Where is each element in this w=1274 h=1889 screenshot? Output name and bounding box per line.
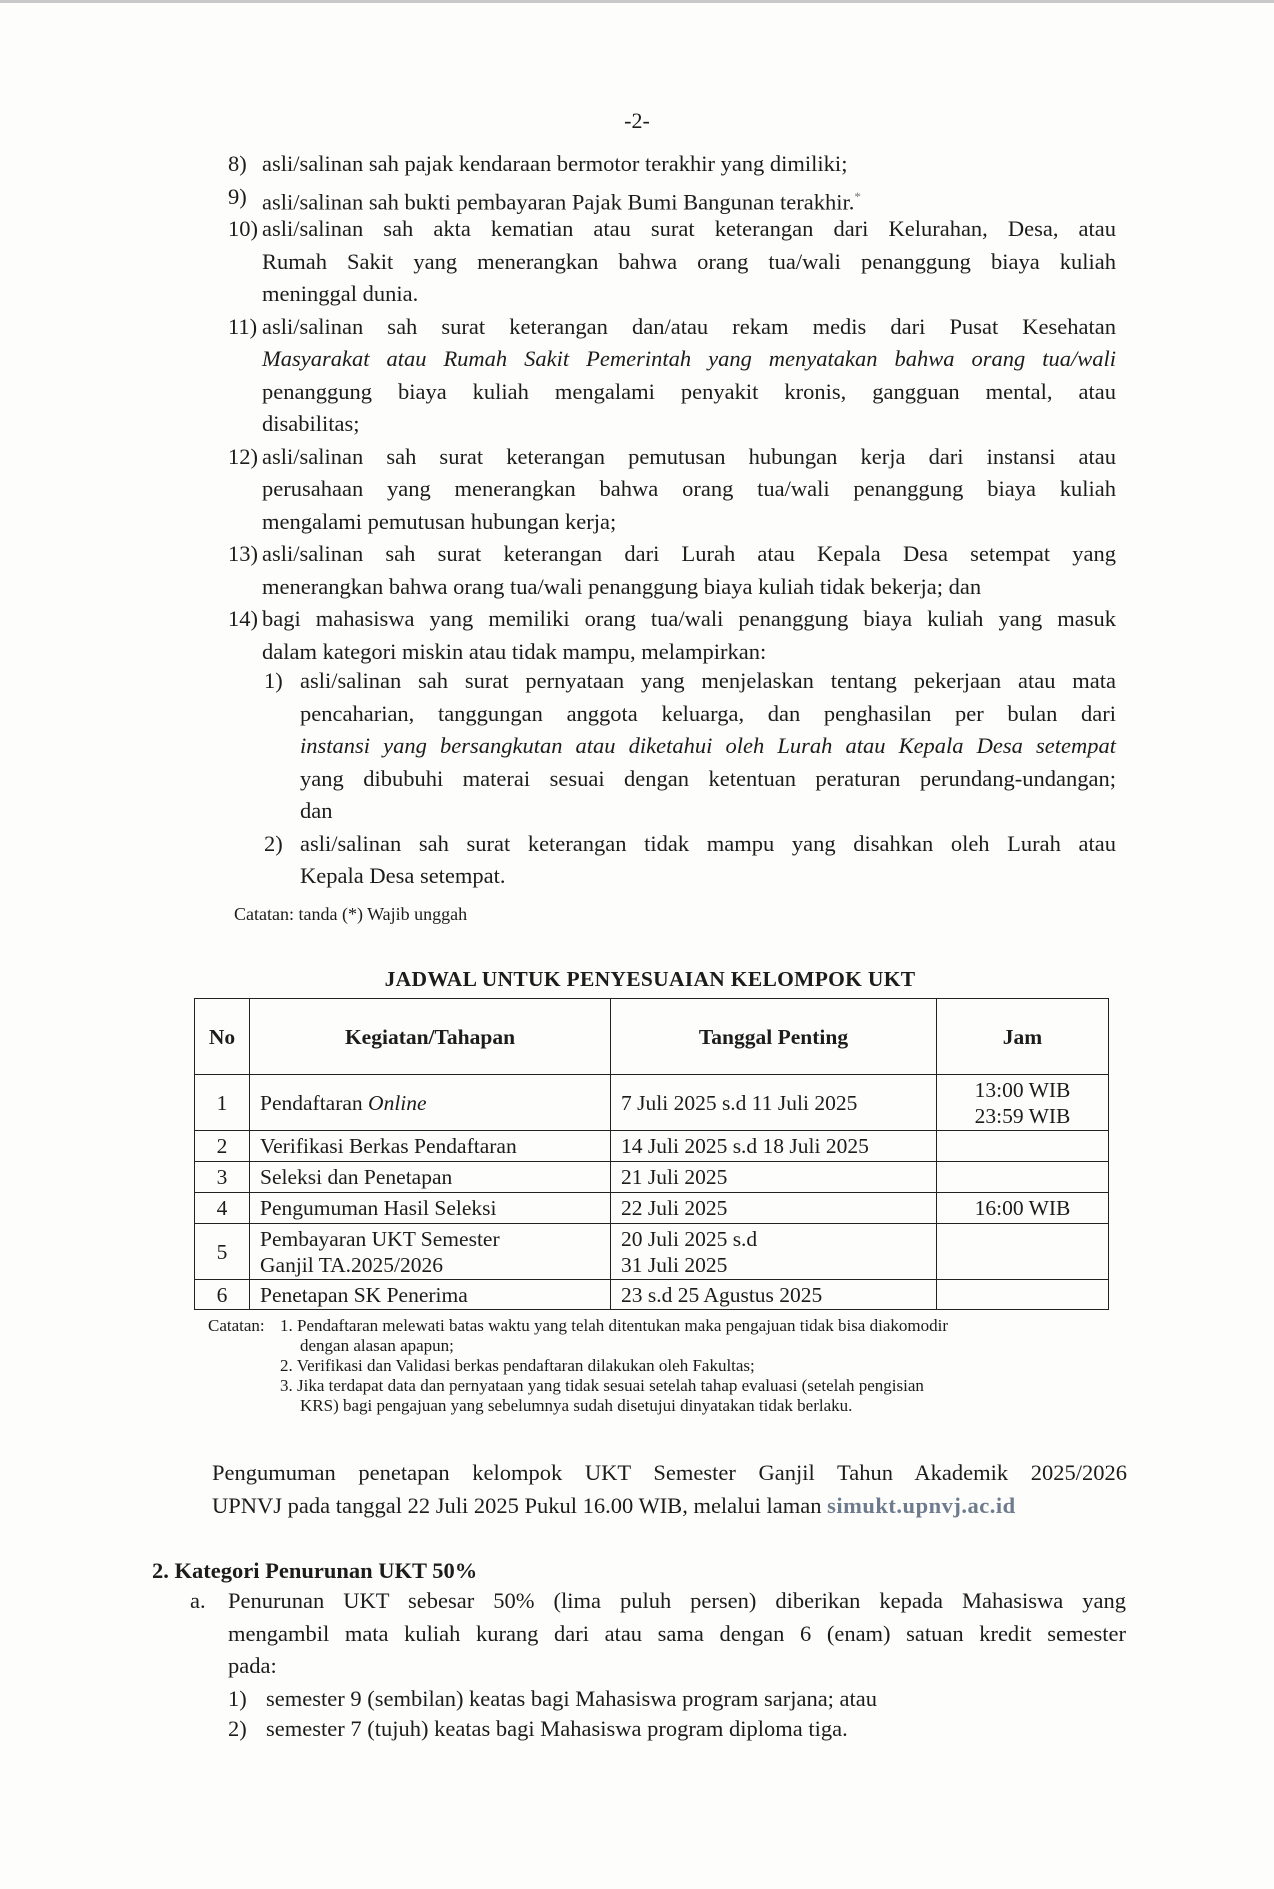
scan-edge	[0, 0, 1274, 3]
list-item	[190, 1713, 1126, 1743]
item-number: 8)	[228, 151, 247, 176]
item-line: yang dibubuhi materai sesuai dengan ketentuan peraturan perundang-undangan;	[300, 765, 1116, 791]
cell-activity: Seleksi dan Penetapan	[250, 1162, 611, 1193]
item-number: 2)	[264, 830, 283, 856]
sub-requirements-list	[264, 665, 1116, 893]
cell-no: 3	[195, 1162, 250, 1193]
item-line: Kepala Desa setempat.	[300, 863, 506, 888]
cell-date: 20 Juli 2025 s.d 31 Juli 2025	[611, 1224, 937, 1280]
cell-time: 13:00 WIB 23:59 WIB	[937, 1075, 1109, 1131]
announcement-line: UPNVJ pada tanggal 22 Juli 2025 Pukul 16.00 WIB, melalui laman simukt.upnvj.ac.id	[212, 1492, 1016, 1518]
item-line: pencaharian, tanggungan anggota keluarga, dan penghasilan per bulan dari	[300, 700, 1116, 726]
item-number: 11)	[228, 313, 258, 339]
item-line: Masyarakat atau Rumah Sakit Pemerintah yang menyatakan bahwa orang tua/wali	[262, 346, 1116, 371]
cell-activity-italic: Online	[368, 1090, 427, 1115]
item-text: asli/salinan sah pajak kendaraan bermotor terakhir yang dimiliki;	[262, 151, 848, 176]
item-number: 12)	[228, 443, 258, 469]
note-line: 1. Pendaftaran melewati batas waktu yang telah ditentukan maka pengajuan tidak bisa diakomodir	[280, 1316, 948, 1335]
cell-activity: Verifikasi Berkas Pendaftaran	[250, 1131, 611, 1162]
section-heading: 2. Kategori Penurunan UKT 50%	[152, 1558, 478, 1583]
item-line: Penurunan UKT sebesar 50% (lima puluh persen) diberikan kepada Mahasiswa yang	[228, 1588, 1126, 1613]
item-number: 13)	[228, 541, 258, 566]
cell-activity: Pengumuman Hasil Seleksi	[250, 1193, 611, 1224]
table-row	[195, 1131, 1109, 1162]
requirements-list	[228, 148, 1116, 668]
schedule-table	[194, 998, 1109, 1310]
cell-no: 2	[195, 1131, 250, 1162]
list-item	[190, 1683, 1126, 1713]
item-line: asli/salinan sah surat keterangan dari Lurah atau Kepala Desa setempat yang	[262, 541, 1116, 566]
cell-time	[937, 1224, 1109, 1280]
item-text: asli/salinan sah bukti pembayaran Pajak Bumi Bangunan terakhir.	[262, 189, 855, 214]
column-header-date: Tanggal Penting	[611, 999, 937, 1075]
cell-no: 4	[195, 1193, 250, 1224]
cell-activity: Penetapan SK Penerima	[250, 1280, 611, 1310]
cell-date: 7 Juli 2025 s.d 11 Juli 2025	[611, 1075, 937, 1131]
item-line: asli/salinan sah surat keterangan pemutusan hubungan kerja dari instansi atau	[262, 443, 1116, 469]
cell-time	[937, 1131, 1109, 1162]
item-line: mengambil mata kuliah kurang dari atau sama dengan 6 (enam) satuan kredit semester	[228, 1620, 1126, 1646]
item-line: asli/salinan sah surat pernyataan yang menjelaskan tentang pekerjaan atau mata	[300, 668, 1116, 693]
item-number: 2)	[228, 1715, 247, 1741]
item-line: bagi mahasiswa yang memiliki orang tua/wali penanggung biaya kuliah yang masuk	[262, 606, 1116, 631]
cell-time	[937, 1280, 1109, 1310]
item-number: 10)	[228, 216, 258, 241]
item-line: asli/salinan sah surat keterangan dan/atau rekam medis dari Pusat Kesehatan	[262, 313, 1116, 339]
table-row	[195, 1280, 1109, 1310]
item-line: asli/salinan sah surat keterangan tidak mampu yang disahkan oleh Lurah atau	[300, 830, 1116, 856]
item-text: semester 7 (tujuh) keatas bagi Mahasiswa program diploma tiga.	[266, 1715, 848, 1741]
item-line: mengalami pemutusan hubungan kerja;	[262, 508, 617, 534]
cell-activity: Pendaftaran Online	[250, 1075, 611, 1131]
item-number: 14)	[228, 606, 258, 631]
list-item	[228, 213, 1116, 311]
item-line: penanggung biaya kuliah mengalami penyakit kronis, gangguan mental, atau	[262, 378, 1116, 404]
cell-no: 6	[195, 1280, 250, 1310]
item-line: disabilitas;	[262, 411, 360, 436]
column-header-time: Jam	[937, 999, 1109, 1075]
cell-date: 23 s.d 25 Agustus 2025	[611, 1280, 937, 1310]
schedule-title: JADWAL UNTUK PENYESUAIAN KELOMPOK UKT	[384, 967, 916, 991]
cell-date: 14 Juli 2025 s.d 18 Juli 2025	[611, 1131, 937, 1162]
list-item	[264, 828, 1116, 893]
list-item	[228, 441, 1116, 539]
list-item	[228, 181, 1116, 214]
cell-time: 16:00 WIB	[937, 1193, 1109, 1224]
cell-date: 22 Juli 2025	[611, 1193, 937, 1224]
table-header-row	[195, 999, 1109, 1075]
column-header-no: No	[195, 999, 250, 1075]
item-number: 9)	[228, 183, 247, 209]
mandatory-mark: *	[854, 188, 861, 204]
announcement	[212, 1457, 1127, 1522]
item-label: a.	[190, 1588, 206, 1613]
item-line: perusahaan yang menerangkan bahwa orang tua/wali penanggung biaya kuliah	[262, 476, 1116, 501]
page-number: -2-	[624, 108, 650, 133]
note-line: dengan alasan apapun;	[300, 1336, 454, 1355]
list-item	[264, 665, 1116, 828]
website-link[interactable]: simukt.upnvj.ac.id	[827, 1492, 1016, 1518]
announcement-line: Pengumuman penetapan kelompok UKT Semester Ganjil Tahun Akademik 2025/2026	[212, 1460, 1127, 1485]
table-row	[195, 1162, 1109, 1193]
cell-time	[937, 1162, 1109, 1193]
item-line: dalam kategori miskin atau tidak mampu, melampirkan:	[262, 638, 767, 664]
cell-activity: Pembayaran UKT Semester Ganjil TA.2025/2026	[250, 1224, 611, 1280]
notes-label: Catatan:	[208, 1316, 265, 1335]
item-line: meninggal dunia.	[262, 281, 419, 306]
note-line: 3. Jika terdapat data dan pernyataan yang tidak sesuai setelah tahap evaluasi (setelah pengisian	[280, 1376, 924, 1395]
mandatory-note: Catatan: tanda (*) Wajib unggah	[234, 904, 468, 924]
list-item	[228, 311, 1116, 441]
item-line: Rumah Sakit yang menerangkan bahwa orang tua/wali penanggung biaya kuliah	[262, 248, 1116, 274]
table-row	[195, 1224, 1109, 1280]
cell-no: 5	[195, 1224, 250, 1280]
item-number: 1)	[264, 668, 283, 693]
cell-no: 1	[195, 1075, 250, 1131]
table-row	[195, 1193, 1109, 1224]
item-line: instansi yang bersangkutan atau diketahui oleh Lurah atau Kepala Desa setempat	[300, 733, 1116, 758]
note-line: 2. Verifikasi dan Validasi berkas pendaftaran dilakukan oleh Fakultas;	[280, 1356, 755, 1375]
item-text: semester 9 (sembilan) keatas bagi Mahasiswa program sarjana; atau	[266, 1685, 878, 1711]
list-item	[228, 603, 1116, 668]
list-item	[228, 148, 1116, 181]
list-item	[228, 538, 1116, 603]
column-header-activity: Kegiatan/Tahapan	[250, 999, 611, 1075]
item-line: pada:	[228, 1653, 277, 1678]
item-line: dan	[300, 798, 333, 823]
note-line: KRS) bagi pengajuan yang sebelumnya sudah disetujui dinyatakan tidak berlaku.	[300, 1396, 853, 1415]
item-line: asli/salinan sah akta kematian atau surat keterangan dari Kelurahan, Desa, atau	[262, 216, 1116, 241]
item-number: 1)	[228, 1685, 247, 1711]
cell-date: 21 Juli 2025	[611, 1162, 937, 1193]
table-row	[195, 1075, 1109, 1131]
item-line: menerangkan bahwa orang tua/wali penanggung biaya kuliah tidak bekerja; dan	[262, 573, 982, 599]
